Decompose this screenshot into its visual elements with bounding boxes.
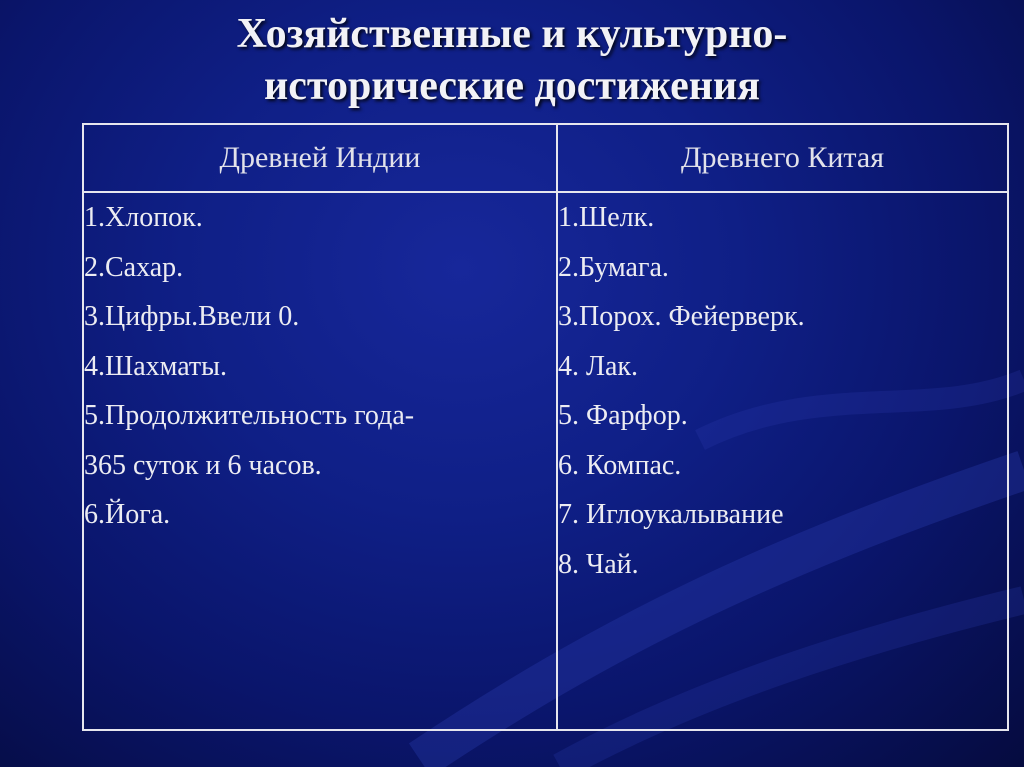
title-line-1: Хозяйственные и культурно- xyxy=(236,11,788,57)
india-achievements-cell xyxy=(83,192,557,730)
title-line-2: исторические достижения xyxy=(264,63,760,109)
achievements-table xyxy=(82,123,1009,731)
header-china: Древнего Китая xyxy=(557,124,1008,192)
list-item: 1.Хлопок. xyxy=(84,202,203,233)
table-body-row xyxy=(83,192,1008,730)
list-item: 5.Продолжительность года- xyxy=(84,400,415,431)
list-item: 365 суток и 6 часов. xyxy=(84,449,322,481)
header-india: Древней Индии xyxy=(83,124,557,192)
list-item: 4.Шахматы. xyxy=(84,350,227,382)
list-item: 6. Компас. xyxy=(558,449,682,481)
list-item: 6.Йога. xyxy=(84,499,171,530)
list-item: 4. Лак. xyxy=(558,350,639,382)
list-item: 7. Иглоукалывание xyxy=(558,499,784,530)
list-item: 2.Сахар. xyxy=(84,251,184,283)
table-header-row xyxy=(83,124,1008,192)
list-item: 1.Шелк. xyxy=(558,202,655,233)
list-item: 2.Бумага. xyxy=(558,251,669,283)
list-item: 5. Фарфор. xyxy=(558,400,688,431)
list-item: 8. Чай. xyxy=(558,548,639,580)
list-item: 3.Цифры.Ввели 0. xyxy=(84,301,300,332)
list-item: 3.Порох. Фейерверк. xyxy=(558,301,805,332)
slide-title xyxy=(0,8,1024,112)
china-achievements-cell xyxy=(557,192,1008,730)
